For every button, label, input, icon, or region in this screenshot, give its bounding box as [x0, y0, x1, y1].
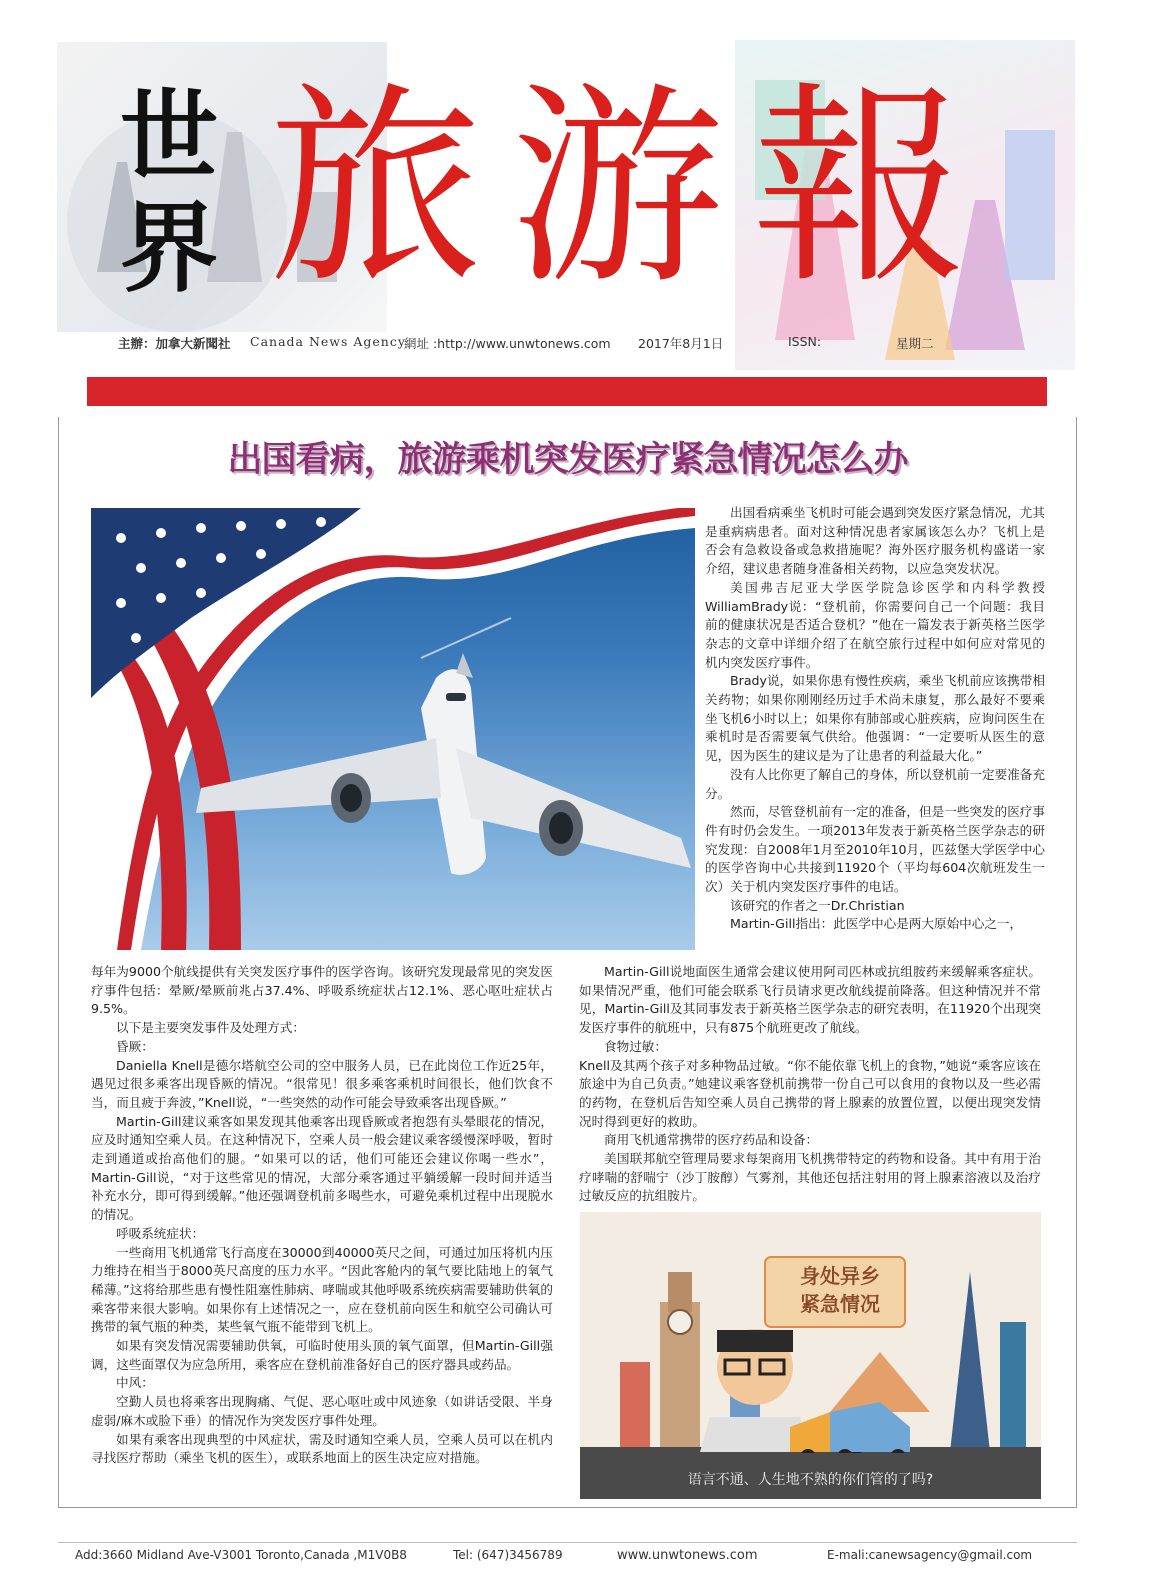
article-paragraph: 中风： [116, 1375, 154, 1391]
article-column-left [91, 963, 553, 1468]
illustration-tag-line1: 身处异乡 [800, 1264, 880, 1288]
illustration-caption-bar [580, 1453, 1041, 1499]
footer-divider [58, 1542, 1077, 1543]
article-paragraph: 该研究的作者之一Dr.Christian [730, 897, 905, 913]
illustration-tag-line2: 紧急情况 [800, 1292, 880, 1316]
article-paragraph: 如果有突发情况需要辅助供氧，可临时使用头顶的氧气面罩，但Martin-Gill强调，这些面罩仅为应急所用，乘客应在登机前准备好自己的医疗器具或药品。 [91, 1338, 553, 1372]
article-column-right [705, 504, 1045, 934]
article-paragraph: 每年为9000个航线提供有关突发医疗事件的医学咨询。该研究发现最常见的突发医疗事件包括：晕厥/晕厥前兆占37.4%、呼吸系统症状占12.1%、恶心呕吐症状占9.5%。 [91, 964, 553, 1017]
article-paragraph: 以下是主要突发事件及处理方式： [116, 1020, 305, 1036]
illustration-caption: 语言不通、人生地不熟的你们管的了吗? [687, 1472, 934, 1488]
article-paragraph: 没有人比你更了解自己的身体，所以登机前一定要准备充分。 [705, 766, 1045, 801]
frame-line-bottom [58, 1507, 1077, 1508]
airplane-flag-photo [91, 508, 695, 950]
article-paragraph: 如果有乘客出现典型的中风症状，需及时通知空乘人员，空乘人员可以在机内寻找医疗帮助（乘坐飞机的医生），或联系地面上的医生决定应对措施。 [91, 1431, 553, 1466]
issue-date: 2017年8月1日 [638, 336, 724, 351]
article-paragraph: 美国弗吉尼亚大学医学院急诊医学和内科学教授WilliamBrady说：“登机前，你需要问自己一个问题：我目前的健康状况是否适合登机？”他在一篇发表于新英格兰医学杂志的文章中详细介绍了在航空旅行过程中如何应对常见的机内突发医疗事件。 [705, 579, 1045, 670]
article-paragraph: Martin-Gill建议乘客如果发现其他乘客出现昏厥或者抱怨有头晕眼花的情况，应及时通知空乘人员。在这种情况下，空乘人员一般会建议乘客缓慢深呼吸，暂时走到通道或抬高他们的腿。“如果可以的话，他们可能还会建议你喝一些水”，Martin-Gill说，“对于这些常见的情况，大部分乘客通过平躺缓解一段时间并适当补充水分，即可得到缓解。”他还强调登机前多喝些水，可避免乘机过程中出现脱水的情况。 [91, 1113, 553, 1223]
masthead-title-char-1: 世 [120, 79, 219, 194]
article-paragraph: Martin-Gill说地面医生通常会建议使用阿司匹林或抗组胺药来缓解乘客症状。如果情况严重，他们可能会联系飞行员请求更改航线提前降落。但这种情况并不常见，Martin-Gill及其同事发表于新英格兰医学杂志的研究表明，在11920个出现突发医疗事件的航班中，只有875个航班更改了航线。 [579, 964, 1041, 1036]
article-paragraph: 美国联邦航空管理局要求每架商用飞机携带特定的药物和设备。其中有用于治疗哮喘的舒喘宁（沙丁胺醇）气雾剂，其他还包括注射用的肾上腺素溶液以及治疗过敏反应的抗组胺片。 [579, 1151, 1041, 1204]
article-paragraph: 昏厥： [116, 1038, 154, 1054]
airplane-flag-graphic [91, 508, 695, 950]
weekday: 星期二 [896, 336, 934, 351]
article-paragraph: 一些商用飞机通常飞行高度在30000到40000英尺之间，可通过加压将机内压力维持在相当于8000英尺高度的压力水平。“因此客舱内的氧气要比陆地上的氧气稀薄。”这将给那些患有慢性阻塞性肺病、哮喘或其他呼吸系统疾病需要辅助供氧的乘客带来很大影响。如果你有上述情况之一，应在登机前向医生和航空公司确认可携带的氧气瓶的种类，某些氧气瓶不能带到飞机上。 [91, 1244, 553, 1335]
publisher-en: Canada News Agency [250, 334, 406, 349]
website-label[interactable]: 網址 :http://www.unwtonews.com [404, 336, 611, 351]
article-column-middle [579, 963, 1041, 1206]
article-paragraph: 商用飞机通常携带的医疗药品和设备： [604, 1132, 819, 1148]
masthead-title-char-2: 界 [120, 191, 219, 306]
footer-email[interactable]: E-mali:canewsagency@gmail.com [827, 1548, 1033, 1562]
article-paragraph: 食物过敏： [604, 1038, 667, 1054]
article-paragraph: Brady说，如果你患有慢性疾病，乘坐飞机前应该携带相关药物；如果你刚刚经历过手术尚未康复，那么最好不要乘坐飞机6小时以上；如果你有肺部或心脏疾病，应询问医生在乘机时是否需要氧气供给。他强调：“一定要听从医生的意见，因为医生的建议是为了让患者的利益最大化。” [705, 673, 1045, 764]
article-paragraph: Daniella Knell是德尔塔航空公司的空中服务人员，已在此岗位工作近25年，遇见过很多乘客出现昏厥的情况。“很常见！很多乘客乘机时间很长，他们饮食不当，而且疲于奔波，”Knell说，“一些突然的动作可能会导致乘客出现昏厥。” [91, 1057, 553, 1110]
frame-line-left [58, 417, 59, 1507]
footer-address: Add:3660 Midland Ave-V3001 Toronto,Canada ,M1V0B8 [75, 1548, 407, 1562]
article-paragraph: 空勤人员也将乘客出现胸痛、气促、恶心呕吐或中风迹象（如讲话受限、半身虚弱/麻木或脸下垂）的情况作为突发医疗事件处理。 [91, 1394, 553, 1428]
footer-tel: Tel: (647)3456789 [453, 1548, 563, 1562]
footer-website[interactable]: www.unwtonews.com [617, 1548, 758, 1563]
article-headline: 出国看病，旅游乘机突发医疗紧急情况怎么办 [227, 440, 908, 480]
masthead-title-main: 旅游報 [268, 64, 994, 313]
article-paragraph: Martin-Gill指出：此医学中心是两大原始中心之一， [730, 916, 1023, 932]
article-paragraph: 出国看病乘坐飞机时可能会遇到突发医疗紧急情况，尤其是重病病患者。面对这种情况患者家属该怎么办？飞机上是否会有急救设备或急救措施呢？海外医疗服务机构盛诺一家介绍，建议患者随身准备相关药物，以应急突发状况。 [705, 505, 1045, 577]
illustration-tag [785, 1262, 895, 1318]
article-paragraph: Knell及其两个孩子对多种物品过敏。“你不能依靠飞机上的食物，”她说“乘客应该在旅途中为自己负责。”她建议乘客登机前携带一份自己可以食用的食物以及一些必需的药物，在登机后告知空乘人员自己携带的肾上腺素的放置位置，以便出现突发情况时得到更好的救助。 [579, 1057, 1041, 1129]
masthead-red-bar [87, 377, 1047, 406]
emergency-illustration [580, 1212, 1041, 1499]
article-paragraph: 然而，尽管登机前有一定的准备，但是一些突发的医疗事件有时仍会发生。一项2013年发表于新英格兰医学杂志的研究发现：自2008年1月至2010年10月，匹兹堡大学医学中心的医学咨询中心共接到11920个（平均每604次航班发生一次）关于机内突发医疗事件的电话。 [705, 804, 1046, 895]
frame-line-right [1076, 417, 1077, 1507]
issn: ISSN: [788, 334, 822, 349]
article-paragraph: 呼吸系统症状： [116, 1225, 205, 1241]
publisher-label: 主辦：加拿大新聞社 [118, 336, 231, 351]
